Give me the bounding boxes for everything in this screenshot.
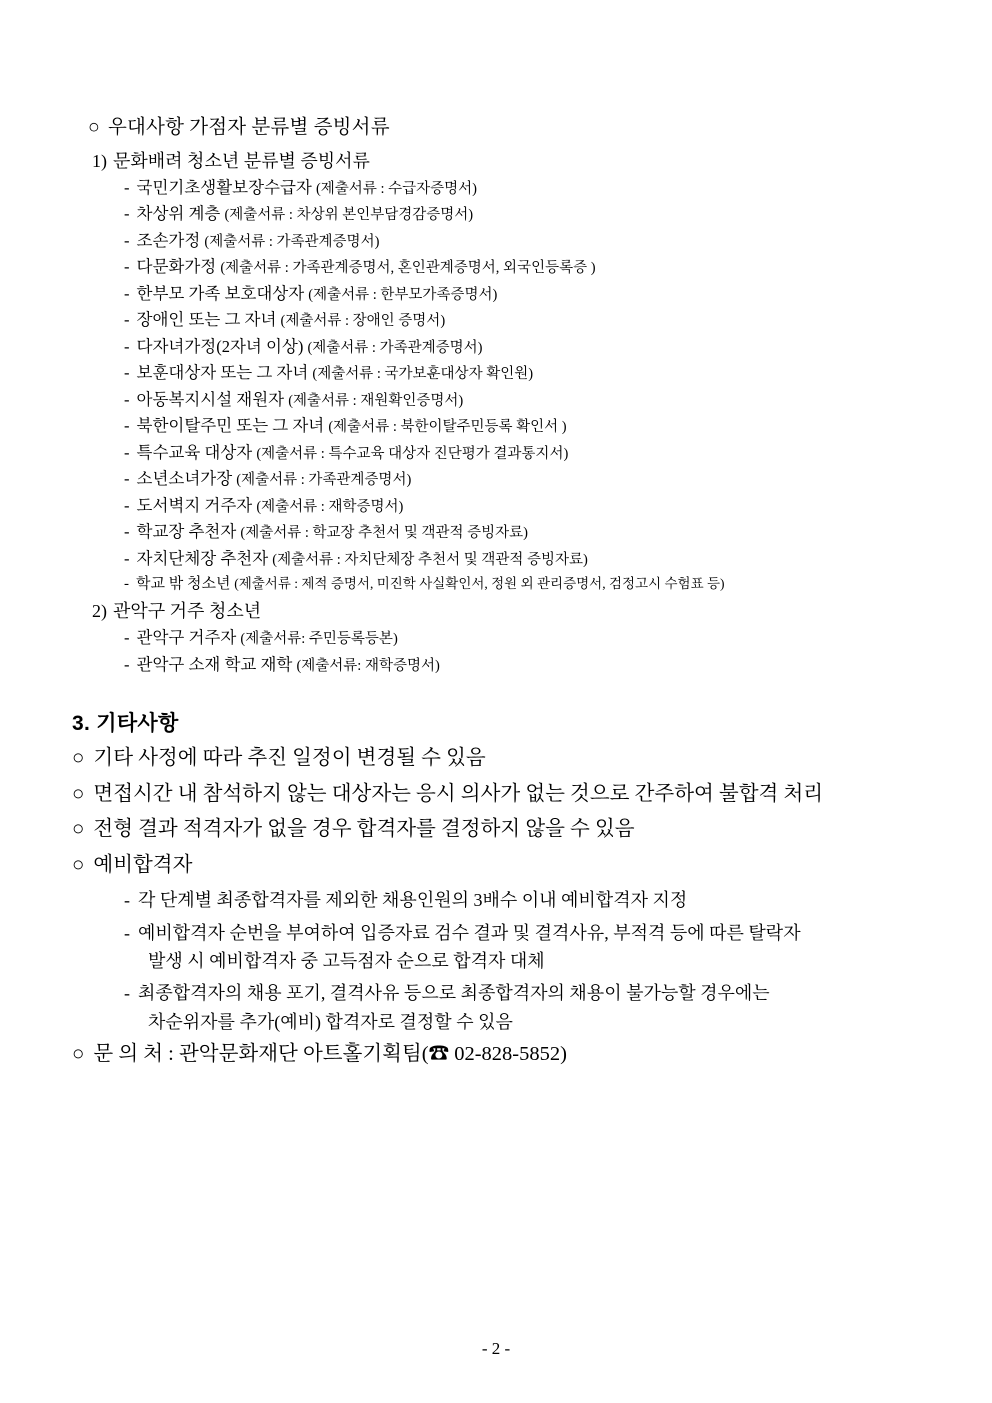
section-3-title: 3. 기타사항	[72, 712, 179, 735]
list-item-main: 다문화가정	[136, 257, 217, 276]
list-item	[124, 206, 920, 223]
etc-sub-line2: 차순위자를 추가(예비) 합격자로 결정할 수 있음	[148, 1011, 513, 1032]
list-item-paren: (제출서류 : 자치단체장 추천서 및 객관적 증빙자료)	[272, 551, 588, 568]
list-item	[124, 336, 920, 356]
dash-marker-icon: -	[124, 983, 130, 1004]
list-item	[124, 524, 920, 541]
section-heading-text: 우대사항 가점자 분류별 증빙서류	[107, 117, 390, 138]
dash-marker-icon: -	[124, 389, 130, 409]
list-item-main: 차상위 계층	[136, 204, 221, 223]
list-item-main: 학교 밖 청소년	[136, 576, 231, 592]
dash-marker-icon: -	[124, 495, 130, 515]
list-item-main: 자치단체장 추천자	[136, 548, 269, 568]
list-item-paren: (제출서류: 재학증명서)	[296, 657, 440, 674]
etc-sub-line1: 최종합격자의 채용 포기, 결격사유 등으로 최종합격자의 채용이 불가능할 경우에는	[138, 983, 770, 1004]
section-heading	[88, 118, 920, 138]
etc-sub-item	[124, 889, 920, 912]
list-item	[124, 418, 920, 435]
list-item-paren: (제출서류 : 가족관계증명서, 혼인관계증명서, 외국인등록증 )	[220, 260, 596, 276]
circle-marker-icon: ○	[88, 117, 100, 138]
circle-marker-icon: ○	[72, 747, 85, 769]
list-item-paren: (제출서류 : 국가보훈대상자 확인원)	[312, 366, 534, 382]
etc-item	[72, 747, 920, 771]
group-1-label	[92, 152, 920, 170]
etc-item	[72, 854, 920, 878]
dash-marker-icon: -	[124, 310, 130, 329]
dash-marker-icon: -	[124, 576, 129, 592]
list-item-main: 북한이탈주민 또는 그 자녀	[136, 416, 325, 435]
dash-marker-icon: -	[124, 416, 130, 435]
etc-item	[72, 783, 920, 807]
list-item-main: 도서벽지 거주자	[136, 495, 253, 515]
circle-marker-icon: ○	[72, 1043, 85, 1066]
list-item	[124, 442, 920, 462]
list-item-main: 한부모 가족 보호대상자	[136, 283, 305, 303]
dash-marker-icon: -	[124, 177, 130, 197]
group-1-marker: 1)	[92, 150, 107, 171]
group-1-text: 문화배려 청소년 분류별 증빙서류	[113, 150, 370, 171]
circle-marker-icon: ○	[72, 818, 85, 841]
etc-sub-item	[124, 982, 920, 1034]
dash-marker-icon: -	[124, 442, 130, 462]
list-item-paren: (제출서류 : 학교장 추천서 및 객관적 증빙자료)	[240, 525, 528, 541]
dash-marker-icon: -	[124, 548, 130, 568]
etc-sub-line1: 각 단계별 최종합격자를 제외한 채용인원의 3배수 이내 예비합격자 지정	[138, 890, 688, 911]
etc-item-text: 면접시간 내 참석하지 않는 대상자는 응시 의사가 없는 것으로 간주하여 불합격 처리	[93, 782, 824, 805]
list-item-paren: (제출서류 : 북한이탈주민등록 확인서 )	[328, 419, 567, 435]
list-item-paren: (제출서류 : 가족관계증명서)	[236, 472, 412, 488]
etc-sub-item	[124, 922, 920, 974]
list-item-main: 관악구 소재 학교 재학	[136, 654, 293, 674]
list-item	[124, 577, 920, 592]
list-item-paren: (제출서류 : 한부모가족증명서)	[308, 286, 498, 303]
dash-marker-icon: -	[124, 628, 130, 647]
page-number: - 2 -	[481, 1339, 511, 1358]
list-item-paren: (제출서류 : 가족관계증명서)	[204, 233, 380, 250]
list-item-main: 특수교육 대상자	[136, 442, 253, 462]
list-item-paren: (제출서류: 주민등록등본)	[240, 631, 398, 647]
dash-marker-icon: -	[124, 230, 130, 250]
dash-marker-icon: -	[124, 469, 130, 488]
dash-marker-icon: -	[124, 363, 130, 382]
list-item-main: 조손가정	[136, 230, 201, 250]
dash-marker-icon: -	[124, 283, 130, 303]
list-item-main: 학교장 추천자	[136, 522, 237, 541]
list-item-paren: (제출서류 : 재학증명서)	[256, 498, 404, 515]
list-item-paren: (제출서류 : 특수교육 대상자 진단평가 결과통지서)	[256, 445, 569, 462]
list-item-main: 관악구 거주자	[136, 628, 237, 647]
list-item-paren: (제출서류 : 차상위 본인부담경감증명서)	[224, 207, 474, 223]
list-item	[124, 283, 920, 303]
list-item-paren: (제출서류 : 가족관계증명서)	[307, 339, 483, 356]
dash-marker-icon: -	[124, 204, 130, 223]
list-item-main: 아동복지시설 재원자	[136, 389, 285, 409]
section-3	[72, 707, 920, 1067]
list-item-main: 보훈대상자 또는 그 자녀	[136, 363, 309, 382]
dash-marker-icon: -	[124, 522, 130, 541]
list-item-main: 소년소녀가장	[136, 469, 233, 488]
list-item	[124, 230, 920, 250]
list-item	[124, 365, 920, 382]
etc-item-text: 예비합격자	[93, 853, 193, 876]
etc-sub-line1: 예비합격자 순번을 부여하여 입증자료 검수 결과 및 결격사유, 부적격 등에 따른 탈락자	[138, 922, 801, 943]
dash-marker-icon: -	[124, 257, 130, 276]
list-item	[124, 654, 920, 674]
list-item	[124, 630, 920, 647]
list-item-main: 다자녀가정(2자녀 이상)	[136, 336, 304, 356]
dash-marker-icon: -	[124, 336, 130, 356]
list-item-main: 장애인 또는 그 자녀	[136, 310, 277, 329]
etc-item-text: 전형 결과 적격자가 없을 경우 합격자를 결정하지 않을 수 있음	[93, 818, 635, 841]
dash-marker-icon: -	[124, 890, 130, 911]
etc-item	[72, 818, 920, 842]
preferential-documents-section	[72, 118, 920, 673]
contact-text: 문 의 처 : 관악문화재단 아트홀기획팀(☎ 02-828-5852)	[93, 1043, 567, 1066]
list-item	[124, 177, 920, 197]
list-item-paren: (제출서류 : 장애인 증명서)	[280, 313, 446, 329]
list-item	[124, 389, 920, 409]
list-item	[124, 548, 920, 568]
etc-sub-line2: 발생 시 예비합격자 중 고득점자 순으로 합격자 대체	[148, 951, 545, 972]
contact-item	[72, 1043, 920, 1067]
list-item-paren: (제출서류 : 수급자증명서)	[315, 180, 477, 197]
list-item	[124, 312, 920, 329]
circle-marker-icon: ○	[72, 782, 85, 805]
circle-marker-icon: ○	[72, 853, 85, 876]
etc-item-text: 기타 사정에 따라 추진 일정이 변경될 수 있음	[93, 747, 486, 769]
group-2-marker: 2)	[92, 601, 107, 621]
list-item	[124, 471, 920, 488]
list-item	[124, 495, 920, 515]
group-2-label	[92, 602, 920, 620]
list-item-paren: (제출서류 : 제적 증명서, 미진학 사실확인서, 정원 외 관리증명서, 검정고시 수험표 등)	[234, 576, 725, 591]
dash-marker-icon: -	[124, 654, 130, 674]
list-item-main: 국민기초생활보장수급자	[136, 177, 312, 197]
list-item-paren: (제출서류 : 재원확인증명서)	[288, 392, 464, 409]
list-item	[124, 259, 920, 276]
group-2-text: 관악구 거주 청소년	[113, 601, 262, 621]
dash-marker-icon: -	[124, 922, 130, 943]
